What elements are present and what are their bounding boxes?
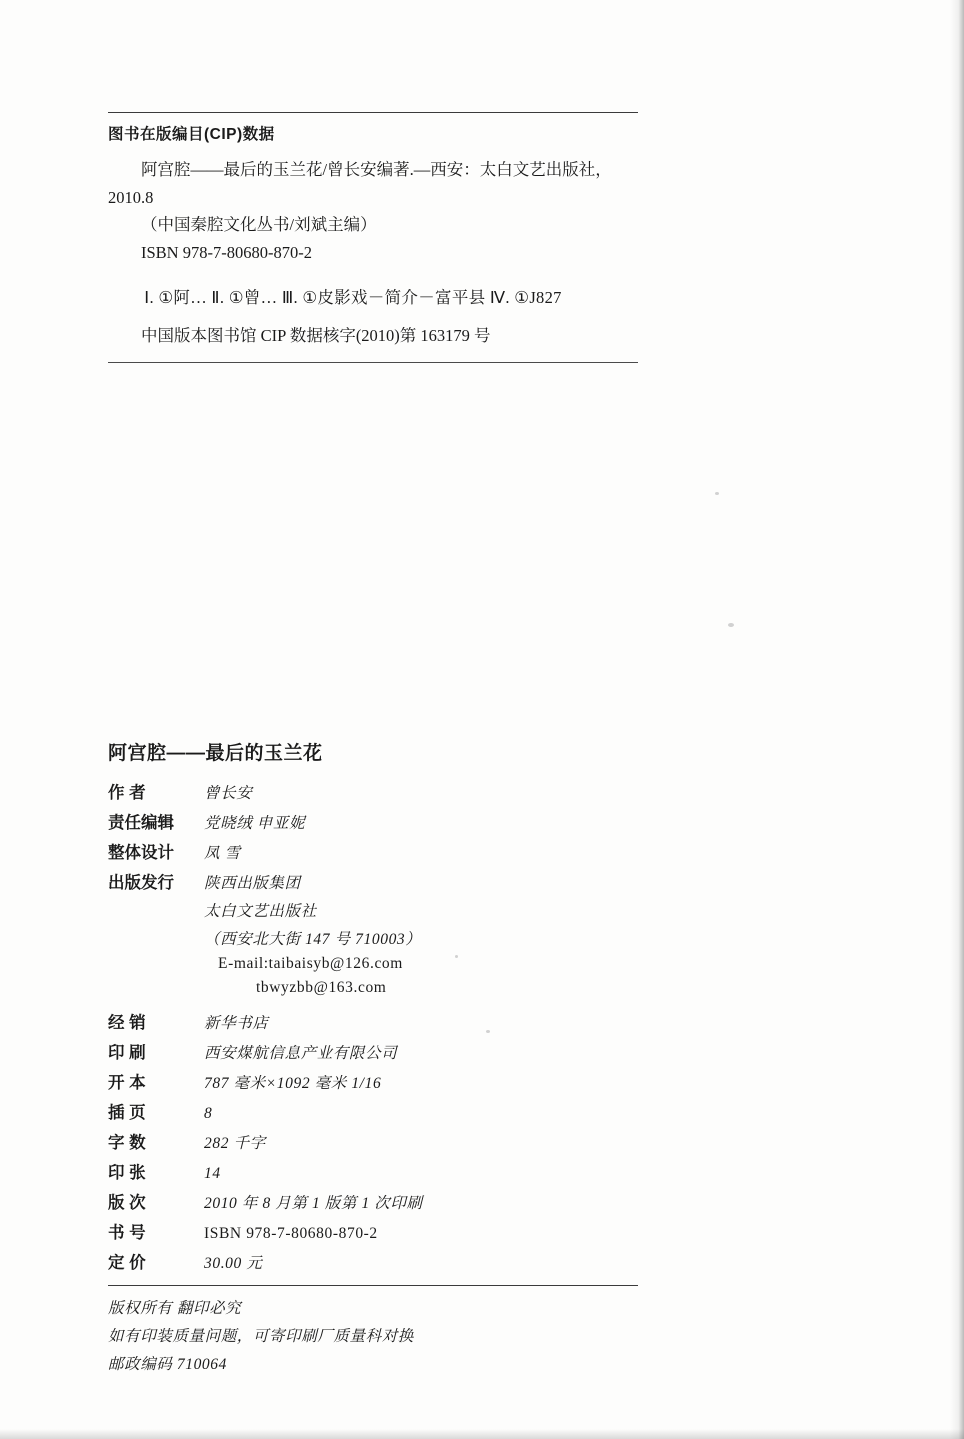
colophon-row-distribution — [108, 1009, 638, 1033]
colophon-label-format: 开 本 — [108, 1074, 146, 1092]
copyright-notice: 版权所有 翻印必究 — [108, 1300, 242, 1317]
colophon-row-printing — [108, 1039, 638, 1063]
colophon-value-sheets: 14 — [204, 1165, 221, 1182]
postal-code: 邮政编码 710064 — [108, 1356, 227, 1373]
quality-notice: 如有印装质量问题，可寄印刷厂质量科对换 — [108, 1328, 414, 1345]
cip-line-isbn: ISBN 978-7-80680-870-2 — [141, 243, 312, 263]
cip-spacer-2 — [108, 312, 638, 322]
colophon-label-edition: 版 次 — [108, 1194, 146, 1212]
colophon-label-design: 整体设计 — [108, 844, 174, 862]
publisher-name: 太白文艺出版社 — [204, 903, 317, 920]
cip-body — [108, 156, 638, 349]
colophon-label-distribution: 经 销 — [108, 1014, 146, 1032]
colophon-value-printing: 西安煤航信息产业有限公司 — [204, 1045, 398, 1062]
colophon-label-editor: 责任编辑 — [108, 814, 174, 832]
colophon-value-editor: 党晓绒 申亚妮 — [204, 815, 306, 832]
colophon-value-wordcount: 282 千字 — [204, 1135, 266, 1152]
colophon-value-format: 787 毫米×1092 毫米 1/16 — [204, 1075, 382, 1092]
cip-bottom-rule — [108, 362, 638, 363]
colophon-value-price: 30.00 元 — [204, 1255, 263, 1272]
colophon-row-inserts — [108, 1099, 638, 1123]
cip-registration: 中国版本图书馆 CIP 数据核字(2010)第 163179 号 — [141, 325, 491, 345]
colophon-row-wordcount — [108, 1129, 638, 1153]
colophon-value-distribution: 新华书店 — [204, 1015, 269, 1032]
colophon-row-format — [108, 1069, 638, 1093]
cip-spacer — [108, 267, 638, 284]
cip-line-date: 2010.8 — [108, 187, 154, 207]
colophon-label-price: 定 价 — [108, 1254, 146, 1272]
cip-top-rule — [108, 112, 638, 113]
cip-block — [108, 112, 638, 363]
publisher-address: （西安北大街 147 号 710003） — [204, 931, 422, 948]
colophon-row-publisher — [108, 869, 638, 893]
colophon-row-design — [108, 839, 638, 863]
page-edge-shadow-right — [950, 0, 964, 1439]
publisher-email-primary: E-mail:taibaisyb@126.com — [218, 955, 403, 972]
colophon-label-publisher: 出版发行 — [108, 874, 174, 892]
colophon-label-wordcount: 字 数 — [108, 1134, 146, 1152]
cip-classification: Ⅰ. ①阿… Ⅱ. ①曾… Ⅲ. ①皮影戏－简介－富平县 Ⅳ. ①J827 — [144, 287, 562, 307]
colophon-value-design: 凤 雪 — [204, 845, 241, 862]
colophon-value-author: 曾长安 — [204, 785, 253, 802]
colophon-rule — [108, 1285, 638, 1286]
colophon-row-price — [108, 1249, 638, 1273]
colophon-label-printing: 印 刷 — [108, 1044, 146, 1062]
scan-speck — [486, 1030, 490, 1033]
colophon-label-sheets: 印 张 — [108, 1164, 146, 1182]
colophon-label-inserts: 插 页 — [108, 1104, 146, 1122]
colophon-row-edition — [108, 1189, 638, 1213]
book-title: 阿宫腔——最后的玉兰花 — [108, 743, 323, 764]
cip-line-title: 阿宫腔——最后的玉兰花/曾长安编著.—西安：太白文艺出版社， — [141, 160, 612, 179]
publisher-email-secondary: tbwyzbb@163.com — [256, 979, 387, 996]
colophon-value-edition: 2010 年 8 月第 1 版第 1 次印刷 — [204, 1195, 423, 1212]
scan-speck — [715, 492, 719, 495]
scan-speck — [728, 623, 734, 627]
colophon-block — [108, 738, 638, 1380]
scan-speck — [455, 955, 458, 958]
colophon-label-author: 作 者 — [108, 784, 146, 802]
colophon-value-publisher: 陕西出版集团 — [204, 875, 301, 892]
colophon-label-isbn: 书 号 — [108, 1224, 146, 1242]
colophon-row-sheets — [108, 1159, 638, 1183]
cip-heading: 图书在版编目(CIP)数据 — [108, 126, 275, 143]
page-edge-shadow-bottom — [0, 1429, 964, 1439]
colophon-value-isbn: ISBN 978-7-80680-870-2 — [204, 1225, 378, 1242]
colophon-row-isbn — [108, 1219, 638, 1243]
colophon-value-inserts: 8 — [204, 1105, 213, 1122]
cip-line-series: （中国秦腔文化丛书/刘斌主编） — [141, 215, 377, 235]
colophon-row-author — [108, 779, 638, 803]
colophon-row-editor — [108, 809, 638, 833]
